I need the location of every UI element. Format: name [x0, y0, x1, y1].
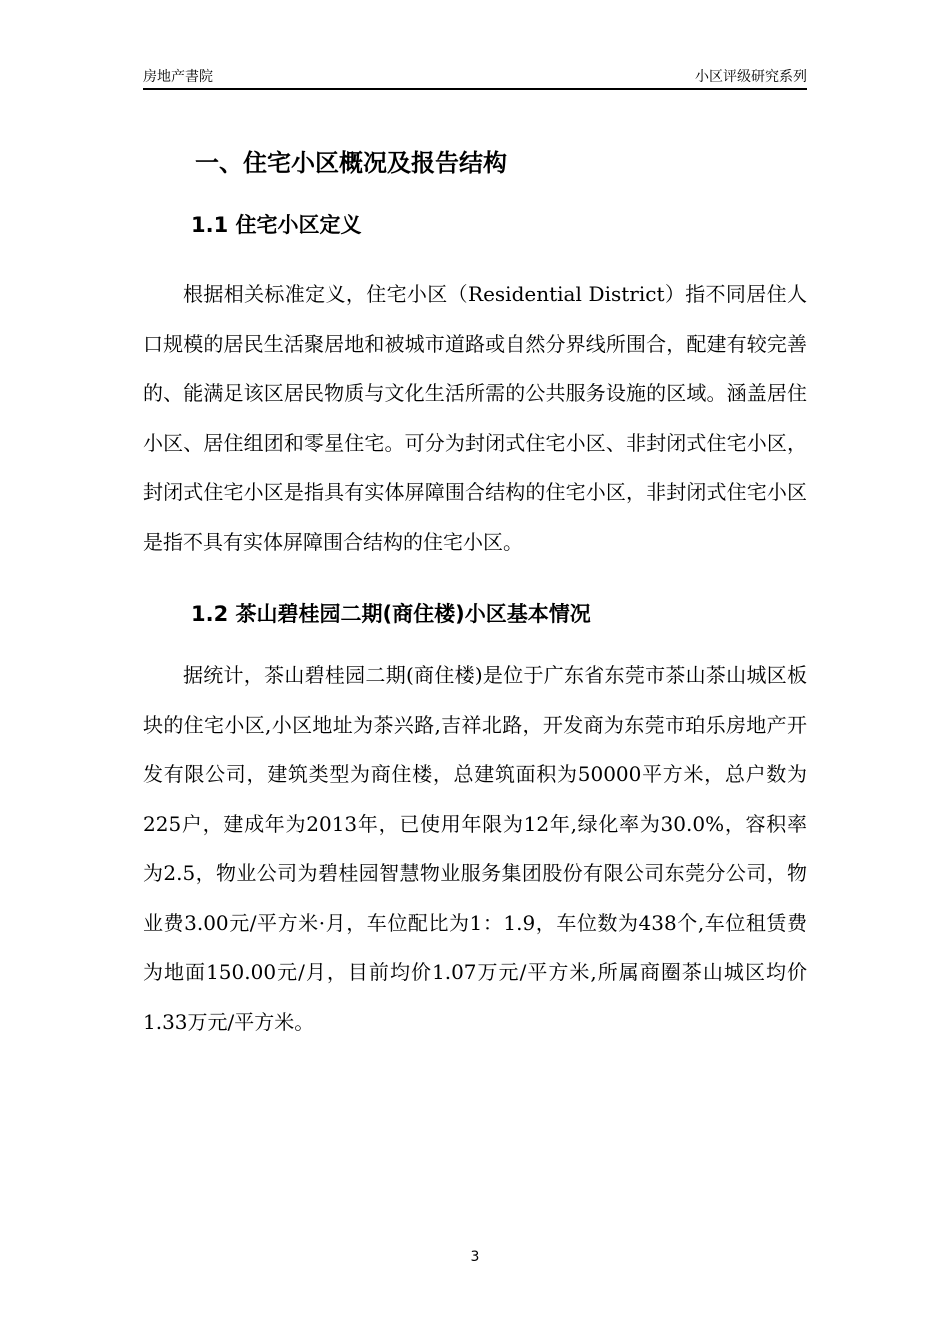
subsection-title-community-info: 1.2 茶山碧桂园二期(商住楼)小区基本情况	[191, 602, 591, 626]
section-title: 一、住宅小区概况及报告结构	[195, 149, 507, 177]
page-header	[143, 66, 807, 90]
document-body	[143, 140, 807, 1047]
paragraph-definition: 根据相关标准定义，住宅小区（Residential District）指不同居住人口规模的居民生活聚居地和被城市道路或自然分界线所围合，配建有较完善的、能满足该区居民物质与文化生活所需的公共服务设施的区域。涵盖居住小区、居住组团和零星住宅。可分为封闭式住宅小区、非封闭式住宅小区，封闭式住宅小区是指具有实体屏障围合结构的住宅小区，非封闭式住宅小区是指不具有实体屏障围合结构的住宅小区。	[143, 282, 807, 554]
header-series: 小区评级研究系列	[695, 69, 807, 85]
paragraph-community-info: 据统计，茶山碧桂园二期(商住楼)是位于广东省东莞市茶山茶山城区板块的住宅小区,小区地址为茶兴路,吉祥北路，开发商为东莞市珀乐房地产开发有限公司，建筑类型为商住楼，总建筑面积为50000平方米，总户数为225户，建成年为2013年，已使用年限为12年,绿化率为30.0%，容积率为2.5，物业公司为碧桂园智慧物业服务集团股份有限公司东莞分公司，物业费3.00元/平方米·月，车位配比为1：1.9，车位数为438个,车位租赁费为地面150.00元/月，目前均价1.07万元/平方米,所属商圈茶山城区均价1.33万元/平方米。	[143, 663, 807, 1034]
page-number: 3	[470, 1249, 480, 1265]
subsection-title-definition: 1.1 住宅小区定义	[191, 213, 362, 237]
header-publisher: 房地产書院	[143, 69, 213, 85]
